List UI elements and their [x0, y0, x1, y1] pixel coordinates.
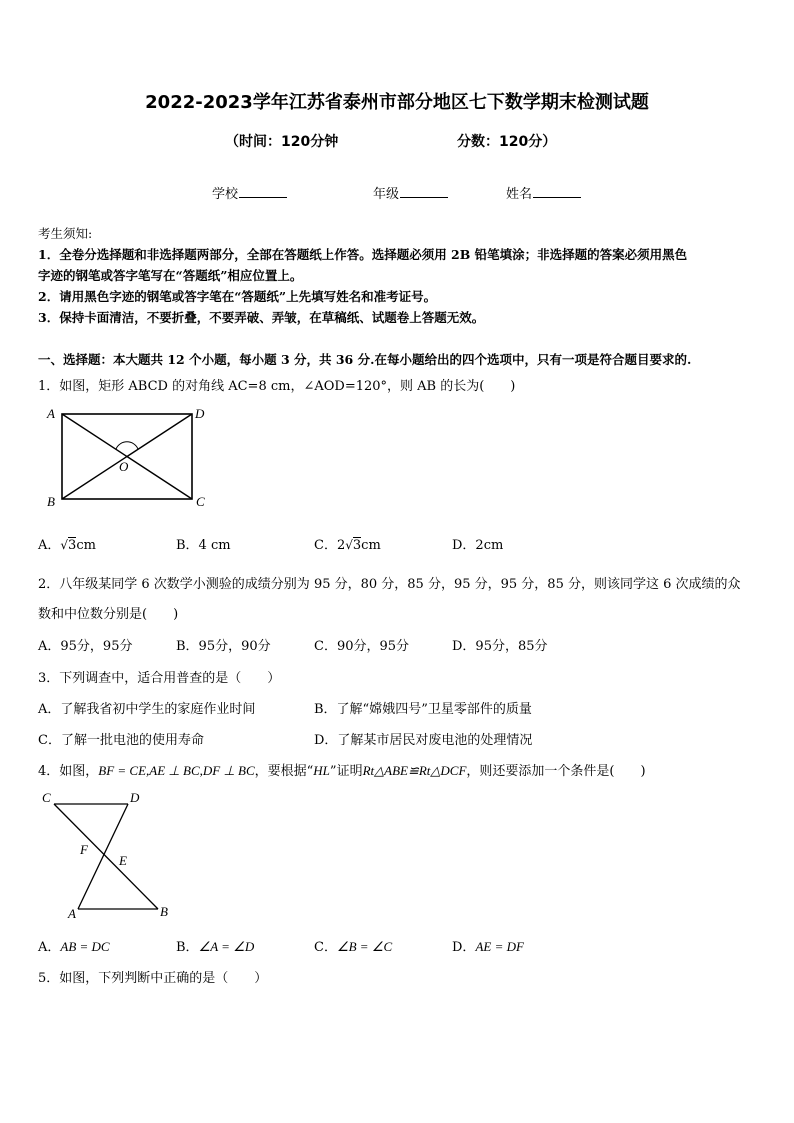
q1-option-a[interactable] [38, 534, 96, 553]
q4-option-a[interactable] [38, 936, 110, 955]
grade-blank [400, 184, 448, 198]
q1-option-a-unit: cm [76, 538, 96, 553]
q1-option-c-radicand: 3 [352, 538, 362, 553]
school-blank [239, 184, 287, 198]
q4-triangles-figure [34, 788, 184, 923]
name-field [506, 183, 581, 202]
q3-option-c[interactable]: C．了解一批电池的使用寿命 [38, 733, 204, 748]
q4-option-d-text: AE = DF [475, 939, 524, 954]
notes-line-1b: 字迹的钢笔或答字笔写在“答题纸”相应位置上。 [38, 268, 303, 283]
notes-line-3: 3．保持卡面清洁，不要折叠，不要弄破、弄皱，在草稿纸、试题卷上答题无效。 [38, 310, 485, 325]
notes-line-2: 2．请用黑色字迹的钢笔或答字笔在“答题纸”上先填写姓名和准考证号。 [38, 289, 437, 304]
q4-stem-math-1: BF = CE,AE ⊥ BC,DF ⊥ BC [98, 763, 255, 778]
label-c: C [196, 494, 205, 509]
q4-stem-hl: HL [313, 763, 330, 778]
q2-stem-line-2: 数和中位数分别是( ) [38, 607, 179, 622]
sqrt-icon: √ [60, 538, 69, 552]
name-blank [533, 184, 581, 198]
q1-option-c[interactable] [314, 534, 381, 553]
grade-label: 年级 [373, 187, 400, 202]
angle-aod-arc [116, 442, 138, 449]
sqrt-icon: √ [345, 538, 353, 552]
q1-stem: 1．如图，矩形 ABCD 的对角线 AC=8 cm，∠AOD=120°，则 AB 的长为( ) [38, 379, 516, 394]
label-b: B [160, 904, 168, 919]
q4-option-d[interactable] [452, 936, 524, 955]
label-e: E [119, 853, 127, 868]
grade-field [373, 183, 448, 202]
name-label: 姓名 [506, 187, 533, 202]
label-d: D [195, 406, 205, 421]
q1-option-a-prefix: A． [38, 538, 61, 553]
q2-option-a[interactable]: A．95分，95分 [38, 639, 133, 654]
q4-option-c-prefix: C． [314, 940, 337, 955]
label-b: B [47, 494, 55, 509]
q5-stem: 5．如图，下列判断中正确的是（ ） [38, 971, 268, 986]
segment-cb [54, 804, 158, 909]
q4-stem-math-2: Rt△ABE≌Rt△DCF [362, 763, 467, 778]
q4-option-b[interactable] [176, 936, 254, 955]
q4-option-d-prefix: D． [452, 940, 476, 955]
q4-option-b-prefix: B． [176, 940, 199, 955]
q1-option-d[interactable]: D．2cm [452, 538, 504, 553]
q2-option-c[interactable]: C．90分，95分 [314, 639, 410, 654]
notes-line-1: 1．全卷分选择题和非选择题两部分，全部在答题纸上作答。选择题必须用 2B 铅笔填涂；非选择题的答案必须用黑色 [38, 247, 688, 262]
q4-stem-mid-2: ”证明 [329, 764, 363, 779]
exam-score: 分数：120分） [457, 134, 557, 150]
school-field [212, 183, 287, 202]
q1-option-c-coef: 2 [336, 538, 346, 553]
q1-option-c-unit: cm [361, 538, 381, 553]
q1-option-a-radicand: 3 [68, 538, 77, 553]
q2-option-d[interactable]: D．95分，85分 [452, 639, 548, 654]
q1-rectangle-figure [40, 403, 220, 513]
label-c: C [42, 790, 51, 805]
q4-option-a-prefix: A． [38, 940, 61, 955]
q3-option-a[interactable]: A．了解我省初中学生的家庭作业时间 [38, 702, 256, 717]
exam-time: （时间：120分钟 [225, 134, 339, 150]
q4-option-c[interactable] [314, 936, 392, 955]
q4-stem-post: ，则还要添加一个条件是( ) [466, 764, 646, 779]
q4-stem-pre: 4．如图， [38, 764, 99, 779]
school-label: 学校 [212, 187, 239, 202]
notes-heading: 考生须知: [38, 226, 93, 241]
q4-option-a-text: AB = DC [60, 939, 110, 954]
label-a: A [68, 906, 76, 921]
label-d: D [130, 790, 140, 805]
label-o: O [119, 459, 129, 474]
label-f: F [80, 842, 88, 857]
q3-option-d[interactable]: D．了解某市居民对废电池的处理情况 [314, 733, 533, 748]
q2-stem-line-1: 2．八年级某同学 6 次数学小测验的成绩分别为 95 分，80 分，85 分，95 分，95 分，85 分，则该同学这 6 次成绩的众 [38, 577, 741, 592]
q4-option-c-text: ∠B = ∠C [336, 939, 393, 954]
q1-option-b[interactable]: B．4 cm [176, 538, 231, 553]
q1-option-c-prefix: C． [314, 538, 337, 553]
exam-title: 2022-2023学年江苏省泰州市部分地区七下数学期末检测试题 [145, 92, 649, 113]
q2-option-b[interactable]: B．95分，90分 [176, 639, 271, 654]
q4-stem [38, 760, 646, 779]
section-heading: 一、选择题：本大题共 12 个小题，每小题 3 分，共 36 分.在每小题给出的四个选项中，只有一项是符合题目要求的. [38, 352, 692, 367]
q3-option-b[interactable]: B．了解“嫦娥四号”卫星零部件的质量 [314, 702, 532, 717]
q4-stem-mid: ，要根据“ [254, 764, 314, 779]
label-a: A [47, 406, 55, 421]
q3-stem: 3．下列调查中，适合用普查的是（ ） [38, 671, 281, 686]
q4-option-b-text: ∠A = ∠D [198, 939, 255, 954]
